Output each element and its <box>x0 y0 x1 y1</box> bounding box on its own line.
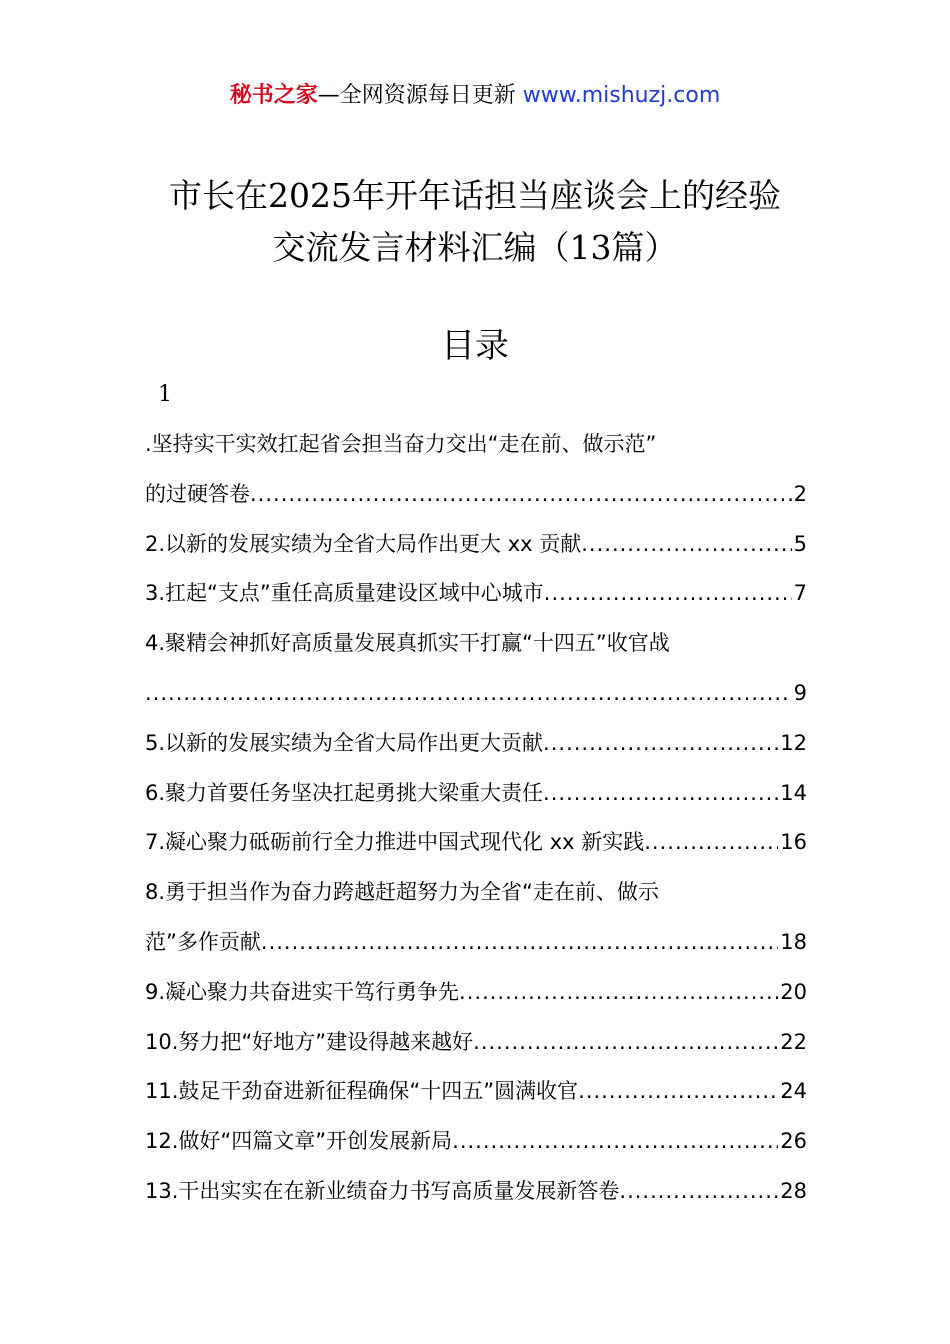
toc-dot-leader <box>145 669 792 719</box>
toc-entry[interactable] <box>145 569 807 619</box>
toc-entry[interactable] <box>145 420 807 520</box>
toc-entry-line <box>145 669 807 719</box>
header-slogan: —全网资源每日更新 <box>317 83 516 108</box>
toc-page-number: 22 <box>780 1029 807 1054</box>
toc-entry-line <box>145 569 807 619</box>
toc-dot-leader <box>619 1167 778 1217</box>
document-title <box>120 170 830 274</box>
toc-dot-leader <box>459 968 778 1018</box>
toc-entry-line <box>145 470 807 520</box>
toc-page-number: 12 <box>780 730 807 755</box>
toc-page-number: 20 <box>780 979 807 1004</box>
toc-entry-line <box>145 1067 807 1117</box>
toc-entry-line <box>145 918 807 968</box>
title-line-1: 市长在2025年开年话担当座谈会上的经验 <box>169 176 781 215</box>
toc-page-number: 9 <box>793 680 807 705</box>
toc-dot-leader <box>543 719 778 769</box>
toc-entry-title: 范”多作贡献 <box>145 929 261 954</box>
toc-entry-title: 2.以新的发展实绩为全省大局作出更大 xx 贡献 <box>145 531 582 556</box>
toc-dot-leader <box>261 918 778 968</box>
toc-entry-line <box>145 520 807 570</box>
toc-entry-title: 的过硬答卷 <box>145 481 250 506</box>
toc-entry-line <box>145 1167 807 1217</box>
toc-entry-title: 4.聚精会神抓好高质量发展真抓实干打赢“十四五”收官战 <box>145 631 670 656</box>
toc-entry[interactable] <box>145 520 807 570</box>
toc-entry-line <box>145 868 807 918</box>
table-of-contents <box>145 420 807 1217</box>
toc-entry[interactable] <box>145 769 807 819</box>
toc-entry[interactable] <box>145 1067 807 1117</box>
toc-entry[interactable] <box>145 1167 807 1217</box>
toc-entry-title: 3.扛起“支点”重任高质量建设区域中心城市 <box>145 581 544 606</box>
toc-entry[interactable] <box>145 818 807 868</box>
toc-entry-title: 13.干出实实在在新业绩奋力书写高质量发展新答卷 <box>145 1178 620 1203</box>
title-line-2: 交流发言材料汇编（13篇） <box>272 228 678 267</box>
toc-dot-leader <box>581 520 791 570</box>
toc-page-number: 7 <box>793 581 807 606</box>
toc-page-number: 2 <box>793 481 807 506</box>
toc-entry[interactable] <box>145 968 807 1018</box>
toc-entry-line <box>145 1018 807 1068</box>
toc-heading: 目录 <box>441 326 509 366</box>
toc-entry-line <box>145 968 807 1018</box>
toc-page-number: 18 <box>780 929 807 954</box>
toc-entry-line <box>145 420 807 470</box>
toc-entry-title: 12.做好“四篇文章”开创发展新局 <box>145 1129 453 1154</box>
toc-entry[interactable] <box>145 1018 807 1068</box>
toc-page-number: 5 <box>793 531 807 556</box>
toc-page-number: 26 <box>780 1129 807 1154</box>
toc-dot-leader <box>250 470 792 520</box>
toc-entry[interactable] <box>145 868 807 968</box>
toc-entry-line <box>145 818 807 868</box>
toc-entry-line <box>145 719 807 769</box>
toc-dot-leader <box>644 818 778 868</box>
toc-entry-title: .坚持实干实效扛起省会担当奋力交出“走在前、做示范” <box>145 432 657 456</box>
toc-dot-leader <box>544 569 792 619</box>
toc-dot-leader <box>578 1067 778 1117</box>
toc-dot-leader <box>452 1117 778 1167</box>
toc-entry-title: 11.鼓足干劲奋进新征程确保“十四五”圆满收官 <box>145 1079 579 1104</box>
toc-entry[interactable] <box>145 1117 807 1167</box>
toc-page-number: 28 <box>780 1178 807 1203</box>
site-header <box>0 80 950 112</box>
toc-entry[interactable] <box>145 619 807 719</box>
toc-entry-line <box>145 1117 807 1167</box>
toc-page-number: 16 <box>780 830 807 855</box>
toc-entry-title: 8.勇于担当作为奋力跨越赶超努力为全省“走在前、做示 <box>145 880 659 905</box>
toc-entry-title: 5.以新的发展实绩为全省大局作出更大贡献 <box>145 730 544 755</box>
toc-entry-title: 10.努力把“好地方”建设得越来越好 <box>145 1029 474 1054</box>
toc-dot-leader <box>473 1018 778 1068</box>
toc-entry-line <box>145 769 807 819</box>
toc-page-number: 24 <box>780 1079 807 1104</box>
toc-entry-line <box>145 619 807 669</box>
toc-entry-title: 9.凝心聚力共奋进实干笃行勇争先 <box>145 979 460 1004</box>
toc-dot-leader <box>543 769 778 819</box>
toc-entry-title: 6.聚力首要任务坚决扛起勇挑大梁重大责任 <box>145 780 544 805</box>
toc-entry[interactable] <box>145 719 807 769</box>
site-url[interactable]: www.mishuzj.com <box>522 83 721 108</box>
toc-page-number: 14 <box>780 780 807 805</box>
toc-entry-title: 7.凝心聚力砥砺前行全力推进中国式现代化 xx 新实践 <box>145 830 645 855</box>
brand-name: 秘书之家 <box>229 83 318 108</box>
toc-first-entry-number: 1 <box>158 382 172 407</box>
